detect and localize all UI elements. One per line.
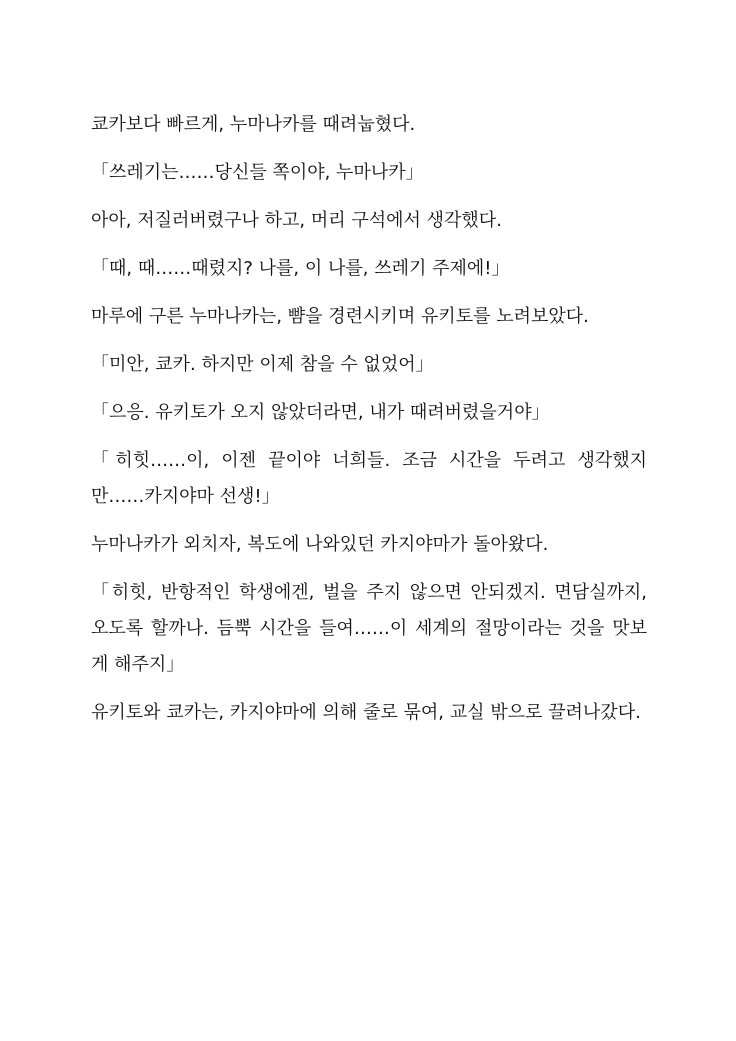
paragraph-9: 누마나카가 외치자, 복도에 나와있던 카지야마가 돌아왔다. bbox=[91, 534, 549, 555]
paragraph-2: 「쓰레기는……당신들 쪽이야, 누마나카」 bbox=[91, 162, 424, 183]
paragraph-11: 유키토와 쿄카는, 카지야마에 의해 줄로 묶여, 교실 밖으로 끌려나갔다. bbox=[91, 702, 641, 723]
paragraph-7: 「으응. 유키토가 오지 않았더라면, 내가 때려버렸을거야」 bbox=[91, 402, 550, 423]
paragraph-4: 「때, 때……때렸지? 나를, 이 나를, 쓰레기 주제에!」 bbox=[91, 258, 510, 279]
paragraph-5: 마루에 구른 누마나카는, 뺨을 경련시키며 유키토를 노려보았다. bbox=[91, 306, 589, 327]
paragraph-6: 「미안, 쿄카. 하지만 이제 참을 수 없었어」 bbox=[91, 354, 434, 375]
paragraph-1: 쿄카보다 빠르게, 누마나카를 때려눕혔다. bbox=[91, 114, 416, 135]
story-text bbox=[91, 107, 647, 743]
paragraph-8: 「히힛……이, 이젠 끝이야 너희들. 조금 시간을 두려고 생각했지만……카지야마 선생!」 bbox=[91, 450, 647, 507]
paragraph-3: 아아, 저질러버렸구나 하고, 머리 구석에서 생각했다. bbox=[91, 210, 502, 231]
paragraph-10: 「히힛, 반항적인 학생에겐, 벌을 주지 않으면 안되겠지. 면담실까지, 오도록 할까나. 듬뿍 시간을 들여……이 세계의 절망이라는 것을 맛보게 해주지」 bbox=[91, 582, 647, 675]
